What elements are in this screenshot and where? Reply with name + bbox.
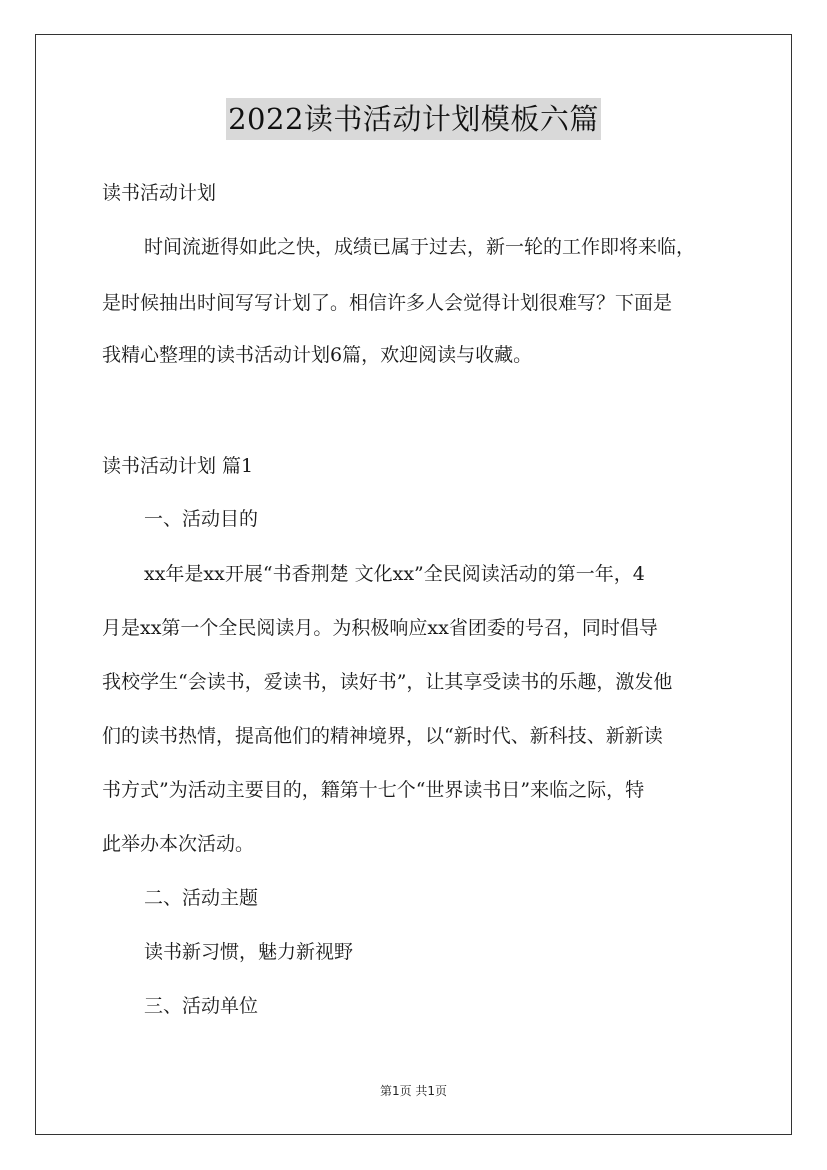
part1-line-6: 此举办本次活动。 bbox=[102, 833, 255, 855]
part1-heading: 一、活动目的 bbox=[144, 508, 259, 530]
document-title: 2022读书活动计划模板六篇 bbox=[226, 98, 601, 140]
part2-heading: 二、活动主题 bbox=[144, 887, 259, 909]
intro-line-2: 是时候抽出时间写写计划了。相信许多人会觉得计划很难写？下面是 bbox=[102, 292, 673, 314]
section-heading: 读书活动计划 篇1 bbox=[102, 455, 254, 477]
part1-line-1: xx年是xx开展“书香荆楚 文化xx”全民阅读活动的第一年，4 bbox=[144, 563, 645, 585]
part3-heading: 三、活动单位 bbox=[144, 995, 259, 1017]
intro-heading: 读书活动计划 bbox=[102, 182, 217, 204]
intro-line-3: 我精心整理的读书活动计划6篇，欢迎阅读与收藏。 bbox=[102, 344, 533, 366]
part1-line-2: 月是xx第一个全民阅读月。为积极响应xx省团委的号召，同时倡导 bbox=[102, 617, 658, 639]
intro-line-1: 时间流逝得如此之快，成绩已属于过去，新一轮的工作即将来临， bbox=[144, 236, 696, 258]
part2-text: 读书新习惯，魅力新视野 bbox=[144, 941, 354, 963]
title-wrap bbox=[0, 98, 827, 140]
part1-line-4: 们的读书热情，提高他们的精神境界，以“新时代、新科技、新新读 bbox=[102, 725, 663, 747]
page-footer: 第1页 共1页 bbox=[379, 1084, 448, 1098]
part1-line-3: 我校学生“会读书，爱读书，读好书”，让其享受读书的乐趣，激发他 bbox=[102, 671, 673, 693]
part1-line-5: 书方式”为活动主要目的，籍第十七个“世界读书日”来临之际，特 bbox=[102, 779, 645, 801]
